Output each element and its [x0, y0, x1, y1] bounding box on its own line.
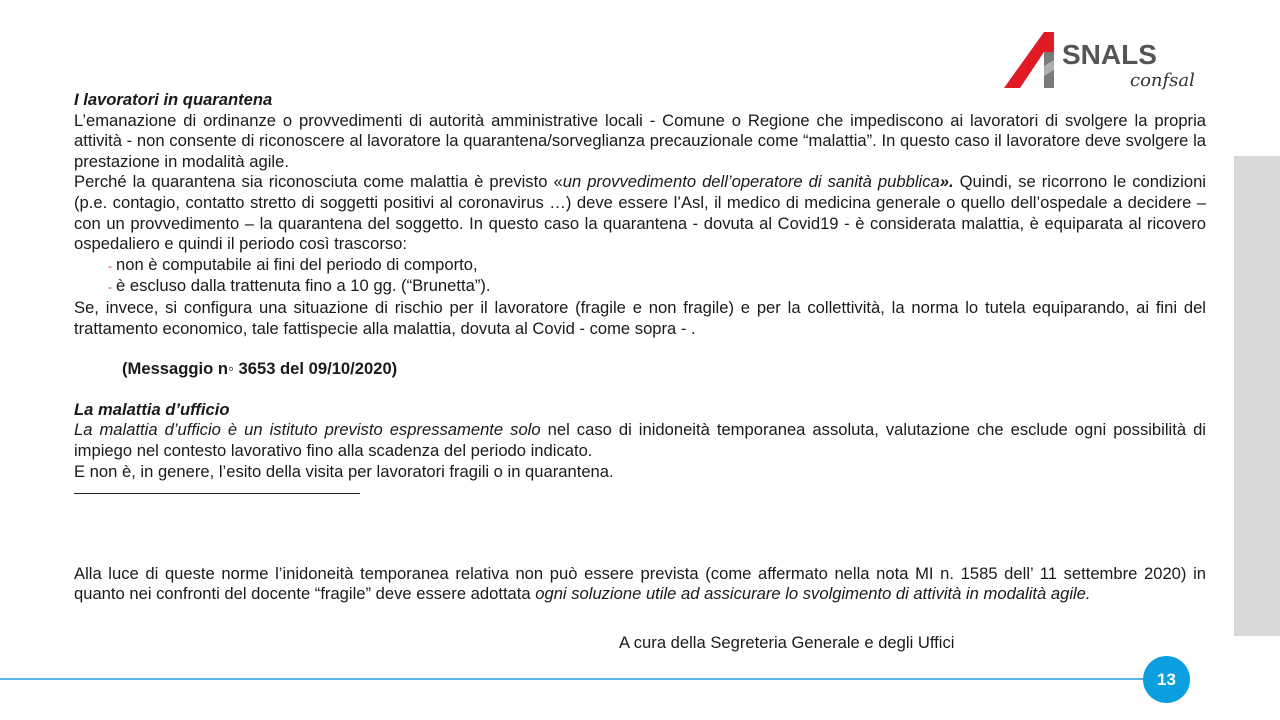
logo-sub: confsal	[1130, 70, 1195, 91]
paragraph-ordinanze: L’emanazione di ordinanze o provvedimenti di autorità amministrative locali - Comune o Regione che impediscono ai lavoratori di svolgere la propria attività - non consente di riconoscere al lavoratore la quarantena/sorveglianza precauzionale come “malattia”. In questo caso il lavoratore deve svolgere la prestazione in modalità agile.	[74, 110, 1206, 171]
bullet-item	[74, 276, 1206, 298]
footer-line	[0, 678, 1148, 680]
bullet-text: non è computabile ai fini del periodo di comporto,	[116, 254, 478, 274]
malattia-rest: nel caso di inidoneità temporanea assoluta, valutazione che esclude ogni possibilità di impiego nel contesto lavorativo fino alla scadenza del periodo indicato.	[74, 420, 1206, 460]
malattia-italic: La malattia d’ufficio è un istituto previsto espressamente solo	[74, 420, 541, 440]
credit-line: A cura della Segreteria Generale e degli Uffici	[619, 633, 955, 652]
section-title-quarantena: I lavoratori in quarantena	[74, 90, 273, 109]
main-content	[74, 90, 1206, 494]
p2-start: Perché la quarantena sia riconosciuta come malattia è previsto «	[74, 172, 563, 192]
section-title-malattia: La malattia d’ufficio	[74, 399, 230, 419]
closing-text: Alla luce di queste norme l’inidoneità temporanea relativa non può essere prevista (come affermato nella nota MI n. 1585 dell’ 11 settembre 2020) in quanto nei confronti del docente “fragile” deve essere adottata	[74, 563, 1206, 604]
paragraph-riconoscimento	[74, 172, 1206, 254]
bullet-item	[74, 255, 1206, 277]
separator-line	[74, 493, 360, 494]
dash-icon: -	[108, 258, 112, 273]
dash-icon: -	[108, 280, 112, 295]
snals-confsal-logo	[1000, 30, 1205, 92]
p2-rest: Quindi, se ricorrono le condizioni (p.e. contagio, contatto stretto di soggetti positivi al coronavirus …) deve essere l’Asl, il medico di medicina generale o quello dell’ospedale a decidere – con un provvedimento – la quarantena del soggetto. In questo caso la quarantena - dovuta al Covid19 - è considerata malattia, è equiparata al ricovero ospedaliero e quindi il periodo così trascorso:	[74, 172, 1206, 254]
closing-italic: ogni soluzione utile ad assicurare lo svolgimento di attività in modalità agile.	[535, 584, 1091, 604]
paragraph-esito: E non è, in genere, l’esito della visita per lavoratori fragili o in quarantena.	[74, 461, 614, 481]
paragraph-rischio: Se, invece, si configura una situazione di rischio per il lavoratore (fragile e non fragile) e per la collettività, la norma lo tutela equiparando, ai fini del trattamento economico, tale fattispecie alla malattia, dovuta al Covid - come sopra - .	[74, 297, 1206, 338]
side-gray-bar	[1234, 156, 1280, 636]
logo-brand: SNALS	[1062, 39, 1157, 70]
page-number-badge: 13	[1143, 656, 1190, 703]
p2-close: ».	[939, 172, 954, 192]
closing-paragraph	[74, 564, 1206, 605]
paragraph-malattia	[74, 420, 1206, 461]
p2-italic: un provvedimento dell’operatore di sanità pubblica	[562, 172, 940, 192]
messaggio-reference: (Messaggio n◦ 3653 del 09/10/2020)	[122, 359, 398, 379]
bullet-text: è escluso dalla trattenuta fino a 10 gg. (“Brunetta”).	[116, 276, 491, 296]
